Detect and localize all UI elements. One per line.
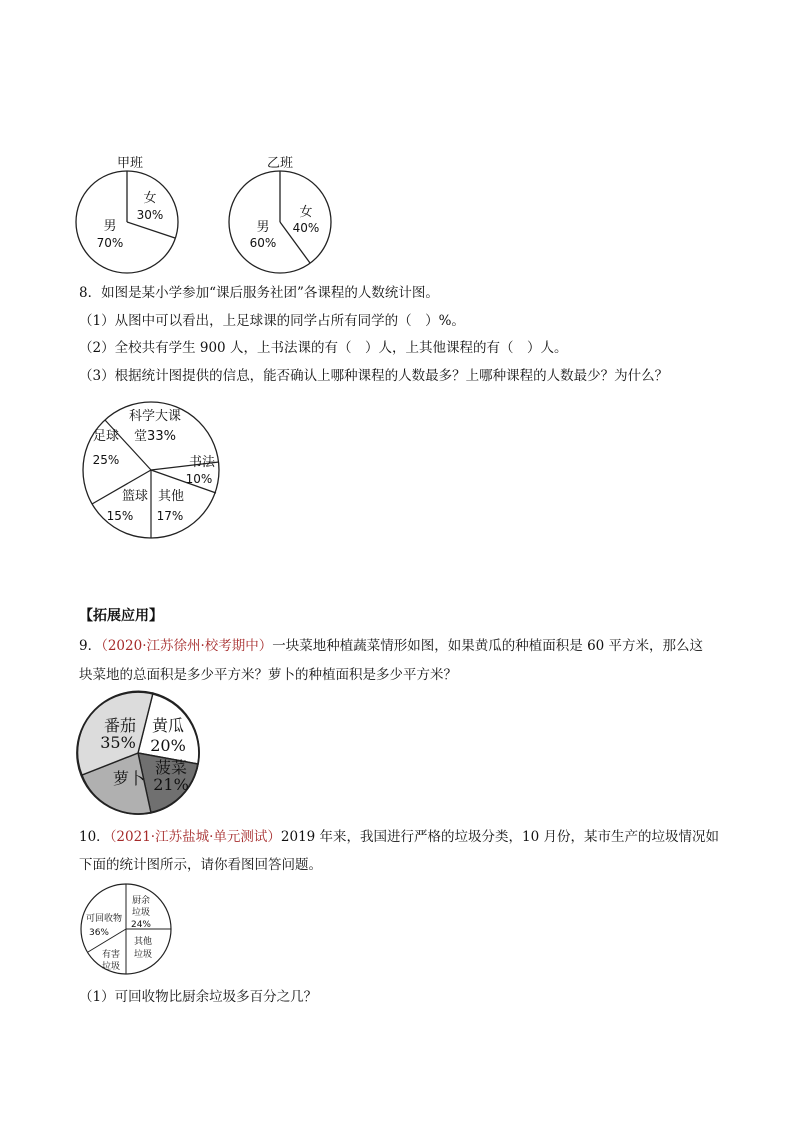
q10-number: 10．	[79, 829, 110, 845]
q10-source: （2021·江苏盐城·单元测试）	[109, 829, 281, 845]
veg-spinach-label: 菠菜	[154, 758, 188, 777]
garbage-harmful-label-line1: 有害	[101, 950, 121, 960]
garbage-other-label-line1: 其他	[133, 937, 153, 947]
pie-b-title: 乙班	[266, 156, 294, 171]
pie-b-male-label: 男	[256, 220, 270, 235]
clubs-other-pct: 17%	[156, 509, 184, 523]
garbage-kitchen-label-line2: 垃圾	[131, 908, 151, 918]
clubs-football-label: 足球	[92, 429, 120, 444]
garbage-kitchen-pct: 24%	[130, 920, 152, 930]
veg-tomato-label: 番茄	[103, 716, 137, 735]
clubs-football-pct: 25%	[92, 453, 120, 467]
q8-sub3: （3）根据统计图提供的信息，能否确认上哪种课程的人数最多？上哪种课程的人数最少？为什么？	[79, 368, 669, 384]
pie-chart-garbage	[78, 882, 176, 978]
pie-b-male-pct: 60%	[249, 236, 277, 250]
q9-source: （2020·江苏徐州·校考期中）	[101, 638, 273, 654]
q9-text: 一块菜地种植蔬菜情形如图，如果黄瓜的种植面积是 60 平方米，那么这	[272, 638, 704, 654]
pie-a-male-pct: 70%	[96, 236, 124, 250]
q8-sub1: （1）从图中可以看出，上足球课的同学占所有同学的（ ）%。	[79, 313, 465, 329]
garbage-recyclable-label: 可回收物	[85, 914, 123, 924]
pie-b-female-label: 女	[299, 205, 313, 220]
clubs-basketball-label: 篮球	[121, 489, 149, 504]
q9-line1	[79, 637, 703, 655]
clubs-calligraphy-pct: 10%	[185, 472, 213, 486]
clubs-calligraphy-label: 书法	[188, 455, 216, 470]
q10-line1	[79, 828, 719, 846]
pie-chart-vegetables	[74, 690, 206, 816]
clubs-basketball-pct: 15%	[106, 509, 134, 523]
pie-a-female-label: 女	[143, 191, 157, 206]
pie-chart-class-b	[223, 150, 343, 275]
veg-cucumber-pct: 20%	[150, 736, 186, 755]
veg-spinach-pct: 21%	[153, 775, 189, 794]
clubs-science-label-line1: 科学大课	[128, 409, 182, 424]
garbage-other-label-line2: 垃圾	[133, 950, 153, 960]
q10-sub1: （1）可回收物比厨余垃圾多百分之几？	[79, 989, 318, 1005]
q10-line2: 下面的统计图所示，请你看图回答问题。	[79, 857, 322, 873]
q10-text: 2019 年来，我国进行严格的垃圾分类，10 月份，某市生产的垃圾情况如	[280, 829, 720, 845]
section-header: 【拓展应用】	[79, 608, 163, 624]
clubs-science-label-line2: 堂33%	[134, 429, 176, 444]
veg-cucumber-label: 黄瓜	[151, 716, 185, 735]
q9-number: 9．	[79, 638, 102, 654]
pie-b-female-pct: 40%	[292, 221, 320, 235]
clubs-other-label: 其他	[157, 489, 185, 504]
veg-tomato-pct: 35%	[100, 733, 136, 752]
q9-line2: 块菜地的总面积是多少平方米？萝卜的种植面积是多少平方米？	[79, 667, 457, 683]
garbage-harmful-label-line2: 垃圾	[101, 962, 121, 972]
garbage-recyclable-pct: 36%	[88, 928, 110, 938]
pie-a-title: 甲班	[116, 156, 144, 171]
q8-sub2: （2）全校共有学生 900 人，上书法课的有（ ）人，上其他课程的有（ ）人。	[79, 340, 568, 356]
pie-a-female-pct: 30%	[136, 208, 164, 222]
q8-stem: 8．如图是某小学参加“课后服务社团”各课程的人数统计图。	[79, 285, 439, 301]
garbage-kitchen-label-line1: 厨余	[131, 896, 151, 906]
pie-a-male-label: 男	[103, 219, 117, 234]
pie-chart-clubs	[75, 400, 225, 545]
pie-chart-class-a	[70, 150, 190, 275]
veg-radish-label: 萝卜	[112, 769, 146, 788]
